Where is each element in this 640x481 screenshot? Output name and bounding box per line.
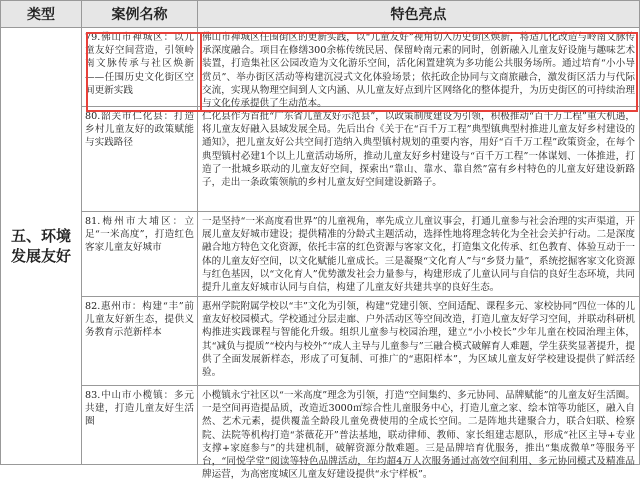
features-text: 惠州学院附属学校以“丰”文化为引领，构建“党建引领、空间适配、课程多元、家校协同”四位一体的儿童友好校园模式。学校通过分层走廊、户外活动区等空间改造，打造儿童友好学习空间，并联动科研机构推进实践课程与智能化升级。组织儿童参与校园治理，建立“小小校长”少年儿童在校园治理主体，其“减负与提质”“校内与校外”“成人主导与儿童参与”三融合模式破解育人难题，学生获奖显著提升，提供了全面发展新样态，形成了可复制、可推广的“惠阳样本”，为区域儿童友好学校建设提供了鲜活经验。: [202, 301, 635, 379]
table-row: [1, 297, 640, 386]
table-row: [1, 107, 640, 212]
case-name-cell: 81.梅州市大埔区：立足“一米高度”，打造红色客家儿童友好城市: [82, 212, 198, 297]
features-text: 一是坚持“一米高度看世界”的儿童视角，率先成立儿童议事会，打通儿童参与社会治理的实声渠道，开展儿童友好城市建设；提供精准的分龄式主题活动，选择性地将理念转化为全社会关护行动。二是深度融合地方特色文化资源，依托丰富的红色资源与客家文化，打造集文化传承、红色教育、体验互动于一体的儿童友好空间，以文化赋能儿童成长。三是凝聚“文化育人”与“乡贤力量”，系统挖掘客家文化资源与红色基因，以“文化育人”优势激发社会力量参与，构建形成了儿童认同与自信的良好生态环境，共同提升儿童友好城市认同与自信，构建了儿童友好共建共享的良好生态。: [202, 216, 635, 294]
features-cell: [198, 107, 640, 212]
category-cell: 五、环境发展友好: [1, 28, 82, 465]
case-name-cell: 80.韶关市仁化县：打造乡村儿童友好的政策赋能与实践路径: [82, 107, 198, 212]
table-row: [1, 386, 640, 465]
features-text: 佛山市禅城区任围街区的更新实践，以“儿童友好”视角切入历史街区焕新，将适儿化改造与岭南文脉传承深度融合。项目在修缮300余栋传统民居、保留岭南元素的同时，创新融入儿童友好设施与趣味艺术装置，打造集社区公园改造为文化游乐空间，活化闲置建筑为多功能公共服务场所。通过培育“小小导赏员”、举办街区活动等构建沉浸式文化体验场景；依托政企协同与文商旅融合，激发街区活力与代际交流，实现从物理空间到人文内涵、从儿童友好点到片区网络化的整体提升，为历史街区的可持续治理与文化传承提供了生动范本。: [202, 32, 635, 110]
header-case-name: 案例名称: [82, 1, 198, 28]
case-name-cell: 83.中山市小榄镇：多元共建，打造儿童友好生活圈: [82, 386, 198, 465]
table-row: [1, 212, 640, 297]
features-cell: [198, 212, 640, 297]
header-row: [1, 1, 640, 28]
features-cell: [198, 28, 640, 110]
features-cell: [198, 297, 640, 386]
header-category: 类型: [1, 1, 82, 28]
case-name-cell: 79.佛山市禅城区：以儿童友好空间营造，引领岭南文脉传承与社区焕新——任围历史文化街区空间更新实践: [82, 28, 198, 107]
features-cell: [198, 386, 640, 481]
features-text: 小榄镇永宁社区以“一米高度”理念为引领，打造“空间集约、多元协同、品牌赋能”的儿童友好生活圈。一是空间再造提品质，改造近3000㎡综合性儿童服务中心，打造儿童之家、绘本馆等功能区，融入自然、艺术元素，提供覆盖全龄段儿童免费使用的全成长空间。二是阵地共建聚合力，联合妇联、检察院、法院等机构打造“茶薇花开”普法基地，联动律师、教师、家长组建志愿队，形成“社区主导+专业支撑+家庭参与”的共建机制，破解资源分散难题。三是品牌培育优服务，推出“集成微单”等服务平台，“同悦学堂”阅读等特色品牌活动，年均超4万人次服务通过高效空间利用、多元协同模式及精准品牌运营，为高密度城区儿童友好建设提供“永宁样板”。: [202, 390, 635, 481]
case-name-cell: 82.惠州市：构建“丰”前儿童友好新生态，提供义务教育示范新样本: [82, 297, 198, 386]
table-row: [1, 28, 640, 107]
header-features: 特色亮点: [198, 1, 640, 28]
features-text: 仁化县作为首批“广东省儿童友好示范县”，以政策制度建设为引领，积极推动“百千万工程”重大机遇，将儿童友好融入县域发展全局。先后出台《关于在“百千万工程”典型镇典型村推进儿童友好乡村建设的通知》，把儿童友好公共空间打造纳入典型镇村规划的重要内容，用好“百千万工程”政策资金，在每个典型镇村必建1个以上儿童活动场所，推动儿童友好乡村建设与“百千万工程”一体谋划、一体推进，打造了一批城乡联动的儿童友好空间，探索出“靠山、靠水、靠自然”富有乡村特色的儿童友好建设新路子，走出一条政策领航的乡村儿童友好空间建设新路子。: [202, 111, 635, 189]
